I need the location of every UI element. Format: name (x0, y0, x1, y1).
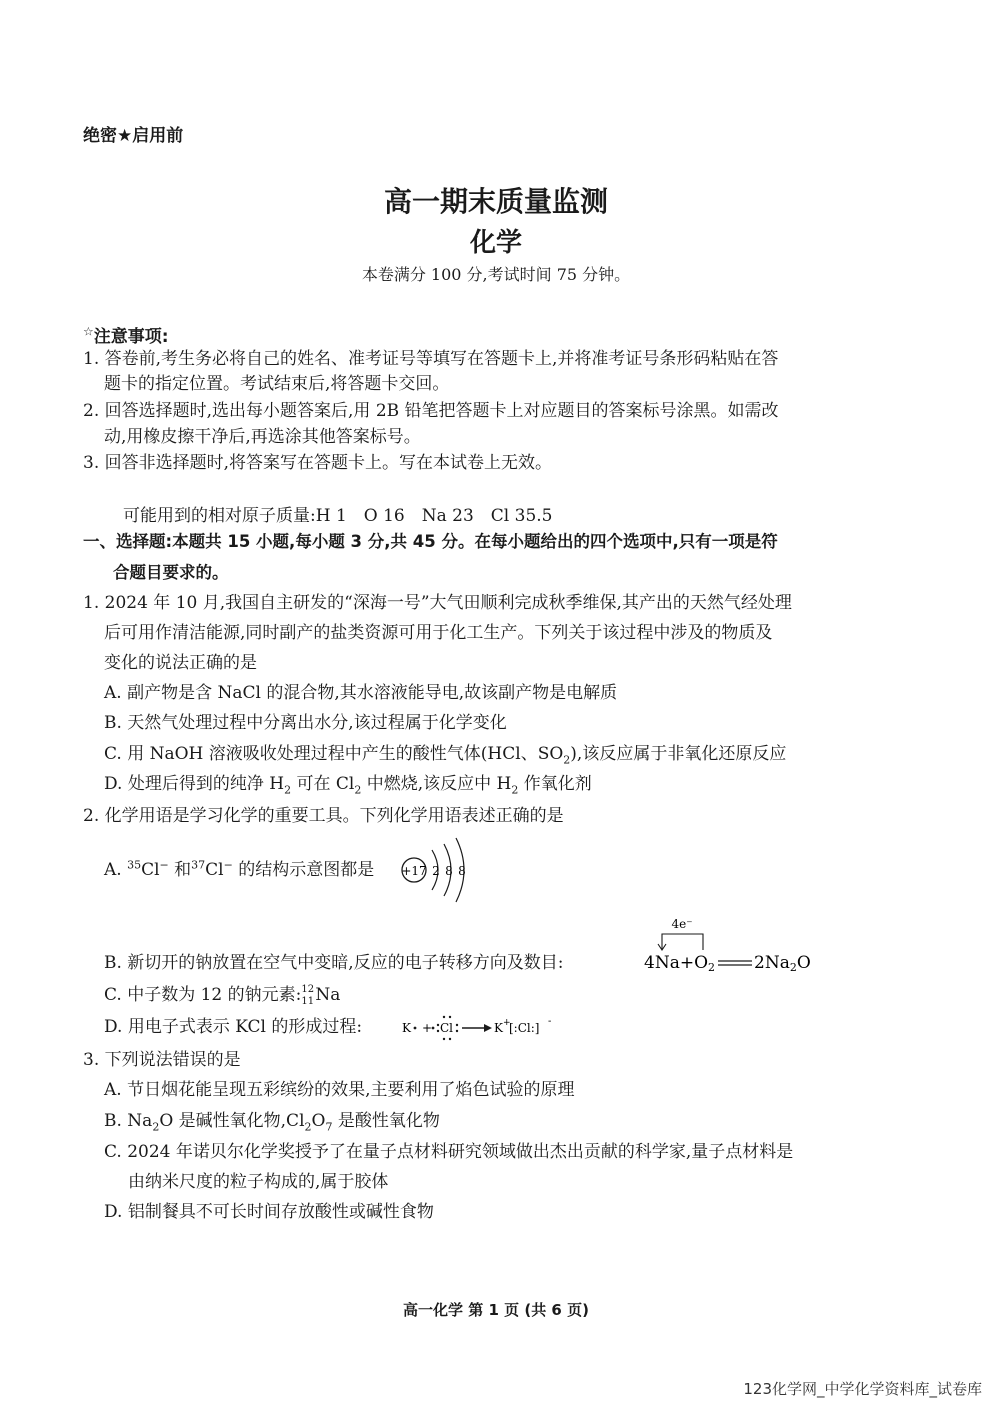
q3-option-c-cont: 由纳米尺度的粒子构成的,属于胶体 (128, 1172, 389, 1192)
page-number: 高一化学 第 1 页 (共 6 页) (403, 1301, 589, 1319)
secret-label: 绝密★启用前 (83, 126, 184, 146)
transfer-label: 4e⁻ (671, 917, 693, 931)
q1-option-d: D. 处理后得到的纯净 $H_2$ 可在 $Cl_2$ 中燃烧,该反应中 $H_2$ 作氧化剂 (104, 774, 592, 797)
svg-text:-: - (548, 1016, 552, 1027)
q1-option-b: B. 天然气处理过程中分离出水分,该过程属于化学变化 (104, 713, 507, 733)
notice-heading: ☆注意事项: (83, 324, 169, 347)
shell-electrons: 2 (432, 864, 440, 878)
section-heading: 一、选择题:本题共 15 小题,每小题 3 分,共 45 分。在每小题给出的四个选项中,只有一项是符 (83, 532, 778, 551)
chlorine-ion-structure-diagram (398, 836, 478, 904)
plus-symbol: + (422, 1021, 433, 1035)
section-heading-cont: 合题目要求的。 (113, 563, 229, 582)
q1-option-a: A. 副产物是含 NaCl 的混合物,其水溶液能导电,故该副产物是电解质 (104, 683, 618, 703)
notice-item: 动,用橡皮擦干净后,再选涂其他答案标号。 (104, 427, 421, 447)
q1-option-c: C. 用 NaOH 溶液吸收处理过程中产生的酸性气体(HCl、$SO_2$),该反应属于非氧化还原反应 (104, 744, 787, 767)
isotope-notation: 12 11 (301, 984, 315, 1007)
notice-item: 3. 回答非选择题时,将答案写在答题卡上。写在本试卷上无效。 (83, 453, 553, 473)
q1-stem: 变化的说法正确的是 (104, 653, 257, 673)
kcl-formation-equation (400, 1012, 560, 1042)
q1-stem: 1. 2024 年 10 月,我国自主研发的“深海一号”大气田顺利完成秋季维保,其产出的天然气经处理 (83, 593, 792, 613)
q2-option-b: B. 新切开的钠放置在空气中变暗,反应的电子转移方向及数目: (104, 953, 564, 973)
q3-option-c: C. 2024 年诺贝尔化学奖授予了在量子点材料研究领域做出杰出贡献的科学家,量子点材料是 (104, 1142, 794, 1162)
transfer-bracket (662, 934, 703, 950)
q3-stem: 3. 下列说法错误的是 (83, 1050, 241, 1070)
watermark: 123化学网_中学化学资料库_试卷库 (743, 1380, 982, 1398)
svg-text:+: + (503, 1018, 511, 1028)
q1-stem: 后可用作清洁能源,同时副产的盐类资源可用于化工生产。下列关于该过程中涉及的物质及 (104, 623, 773, 643)
subject-title: 化学 (469, 228, 522, 258)
notice-item: 1. 答卷前,考生务必将自己的姓名、准考证号等填写在答题卡上,并将准考证号条形码粘贴在答 (83, 349, 779, 369)
nucleus-charge: +17 (401, 864, 427, 878)
shell-electrons: 8 (458, 864, 466, 878)
electron-transfer-equation (640, 912, 820, 976)
q3-option-d: D. 铝制餐具不可长时间存放酸性或碱性食物 (104, 1202, 434, 1222)
notice-item: 2. 回答选择题时,选出每小题答案后,用 2B 铅笔把答题卡上对应题目的答案标号涂黑。如需改 (83, 401, 779, 421)
k-symbol: K (402, 1021, 411, 1035)
q2-option-a: A. $^{35}$Cl− 和$^{37}$Cl− 的结构示意图都是 (104, 858, 375, 880)
page-title: 高一期末质量监测 (383, 185, 608, 218)
equation-rhs: 2Na2O (754, 953, 811, 974)
equation-lhs: 4Na+O2 (644, 953, 716, 974)
exam-meta: 本卷满分 100 分,考试时间 75 分钟。 (361, 265, 631, 284)
q3-option-a: A. 节日烟花能呈现五彩缤纷的效果,主要利用了焰色试验的原理 (104, 1080, 575, 1100)
notice-star: ☆ (83, 324, 94, 339)
notice-item: 题卡的指定位置。考试结束后,将答题卡交回。 (104, 374, 450, 394)
cl-ion: [:Cl:] (509, 1021, 540, 1035)
q2-option-c: C. 中子数为 12 的钠元素: 12 11 Na (104, 984, 341, 1007)
cl-symbol: Cl (440, 1021, 454, 1035)
q2-option-d: D. 用电子式表示 KCl 的形成过程: (104, 1017, 363, 1037)
shell-electrons: 8 (445, 864, 453, 878)
k-ion: K (494, 1021, 503, 1035)
q3-option-b: B. $Na_2O$ 是碱性氧化物$,Cl_2O_7$ 是酸性氧化物 (104, 1111, 440, 1134)
q2-stem: 2. 化学用语是学习化学的重要工具。下列化学用语表述正确的是 (83, 806, 564, 826)
atomic-masses: 可能用到的相对原子质量:H 1 O 16 Na 23 Cl 35.5 (123, 506, 553, 526)
